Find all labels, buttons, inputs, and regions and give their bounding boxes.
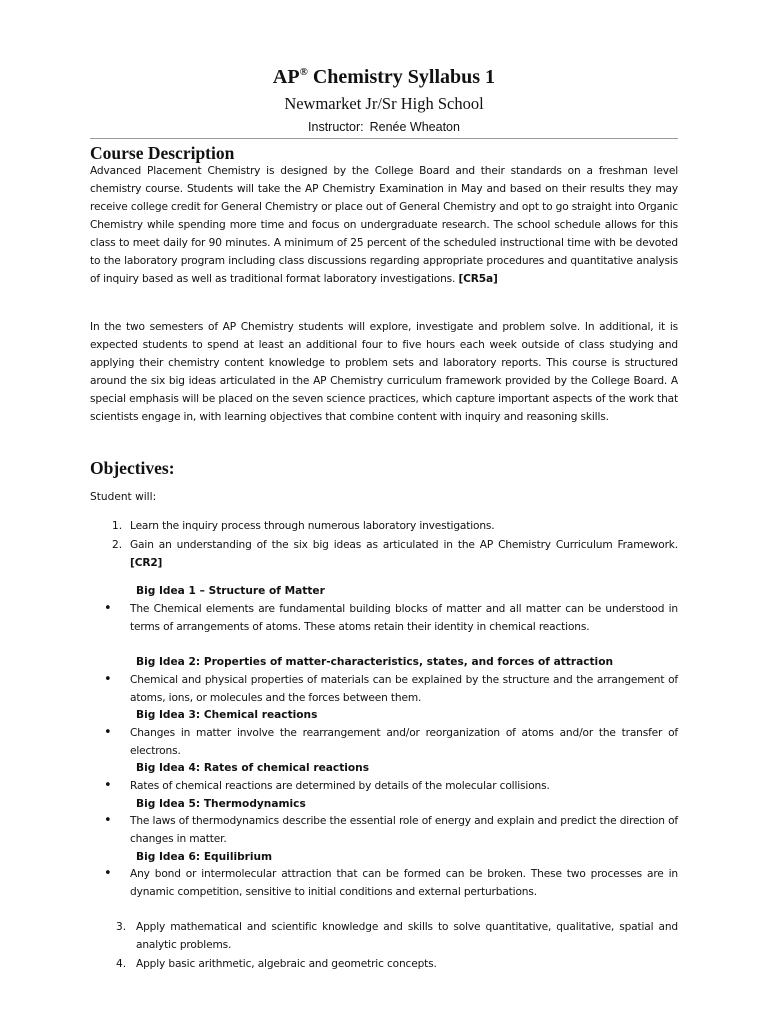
objective-item-2: 2. Gain an understanding of the six big ideas as articulated in the AP Chemistry Curriculum Framework. [CR2]	[112, 539, 678, 569]
instructor-label: Instructor:	[308, 120, 364, 134]
big-idea-3-bullet: • Changes in matter involve the rearrangement and/or reorganization of atoms and/or the transfer of electrons.	[104, 725, 678, 757]
bullet-dot: •	[104, 601, 112, 616]
header-divider	[90, 138, 678, 139]
course-description-paragraph-2: In the two semesters of AP Chemistry students will explore, investigate and problem solve. In additional, it is expected students to spend at least an additional four to five hours each week outside of class studying and applying their chemistry content knowledge to problem sets and laboratory reports. This course is structured around the six big ideas articulated in the AP Chemistry curriculum framework provided by the College Board. A special emphasis will be placed on the seven science practices, which capture important aspects of the work that scientists engage in, with learning objectives that combine content with inquiry and reasoning skills.	[90, 321, 678, 423]
objective-item-3: 3. Apply mathematical and scientific knowledge and skills to solve quantitative, qualitative, spatial and analytic problems.	[116, 921, 678, 951]
bullet-dot: •	[104, 725, 112, 740]
document-title: AP® Chemistry Syllabus 1	[272, 66, 496, 88]
registered-mark: ®	[299, 66, 308, 78]
objectives-heading: Objectives:	[90, 458, 175, 478]
objectives-intro: Student will:	[90, 491, 157, 503]
instructor-line	[0, 118, 768, 136]
big-idea-6-heading: Big Idea 6: Equilibrium	[136, 851, 273, 863]
big-idea-1-heading: Big Idea 1 – Structure of Matter	[136, 585, 325, 597]
course-description-paragraph-1: Advanced Placement Chemistry is designed by the College Board and their standards on a freshman level chemistry course. Students will take the AP Chemistry Examination in May and based on their results they may receive college credit for General Chemistry or place out of General Chemistry and opt to go straight into Organic Chemistry while spending more time and focus on undergraduate research. The school schedule allows for this class to meet daily for 90 minutes. A minimum of 25 percent of the scheduled instructional time with be devoted to the laboratory program including class discussions regarding appropriate procedures and quantitative analysis of inquiry based as well as traditional format laboratory investigations. [CR5a]	[90, 165, 678, 285]
big-idea-5-heading: Big Idea 5: Thermodynamics	[136, 798, 306, 810]
school-name: Newmarket Jr/Sr High School	[284, 94, 484, 113]
bullet-dot: •	[104, 672, 112, 687]
course-description-heading: Course Description	[90, 143, 235, 163]
big-idea-6-bullet: • Any bond or intermolecular attraction that can be formed can be broken. These two processes are in dynamic competition, sensitive to initial conditions and external perturbations.	[104, 866, 678, 898]
big-idea-3-heading: Big Idea 3: Chemical reactions	[136, 709, 318, 721]
cr2-tag: [CR2]	[130, 557, 163, 569]
big-idea-4-bullet: • Rates of chemical reactions are determined by details of the molecular collisions.	[104, 778, 550, 793]
cr5a-tag: [CR5a]	[458, 273, 498, 285]
bullet-dot: •	[104, 778, 112, 793]
big-idea-4-heading: Big Idea 4: Rates of chemical reactions	[136, 762, 370, 774]
bullet-dot: •	[104, 866, 112, 881]
instructor-name: Renée Wheaton	[369, 120, 460, 134]
big-idea-2-bullet: • Chemical and physical properties of materials can be explained by the structure and the arrangement of atoms, ions, or molecules and the forces between them.	[104, 672, 678, 704]
bullet-dot: •	[104, 813, 112, 828]
big-idea-1-bullet: • The Chemical elements are fundamental building blocks of matter and all matter can be understood in terms of arrangements of atoms. These atoms retain their identity in chemical reactions.	[104, 601, 678, 633]
big-idea-5-bullet: • The laws of thermodynamics describe the essential role of energy and explain and predict the direction of changes in matter.	[104, 813, 678, 845]
objective-item-1: 1. Learn the inquiry process through numerous laboratory investigations.	[112, 520, 495, 532]
objective-item-4: 4. Apply basic arithmetic, algebraic and geometric concepts.	[116, 958, 437, 970]
big-idea-2-heading: Big Idea 2: Properties of matter-characteristics, states, and forces of attraction	[136, 656, 614, 668]
